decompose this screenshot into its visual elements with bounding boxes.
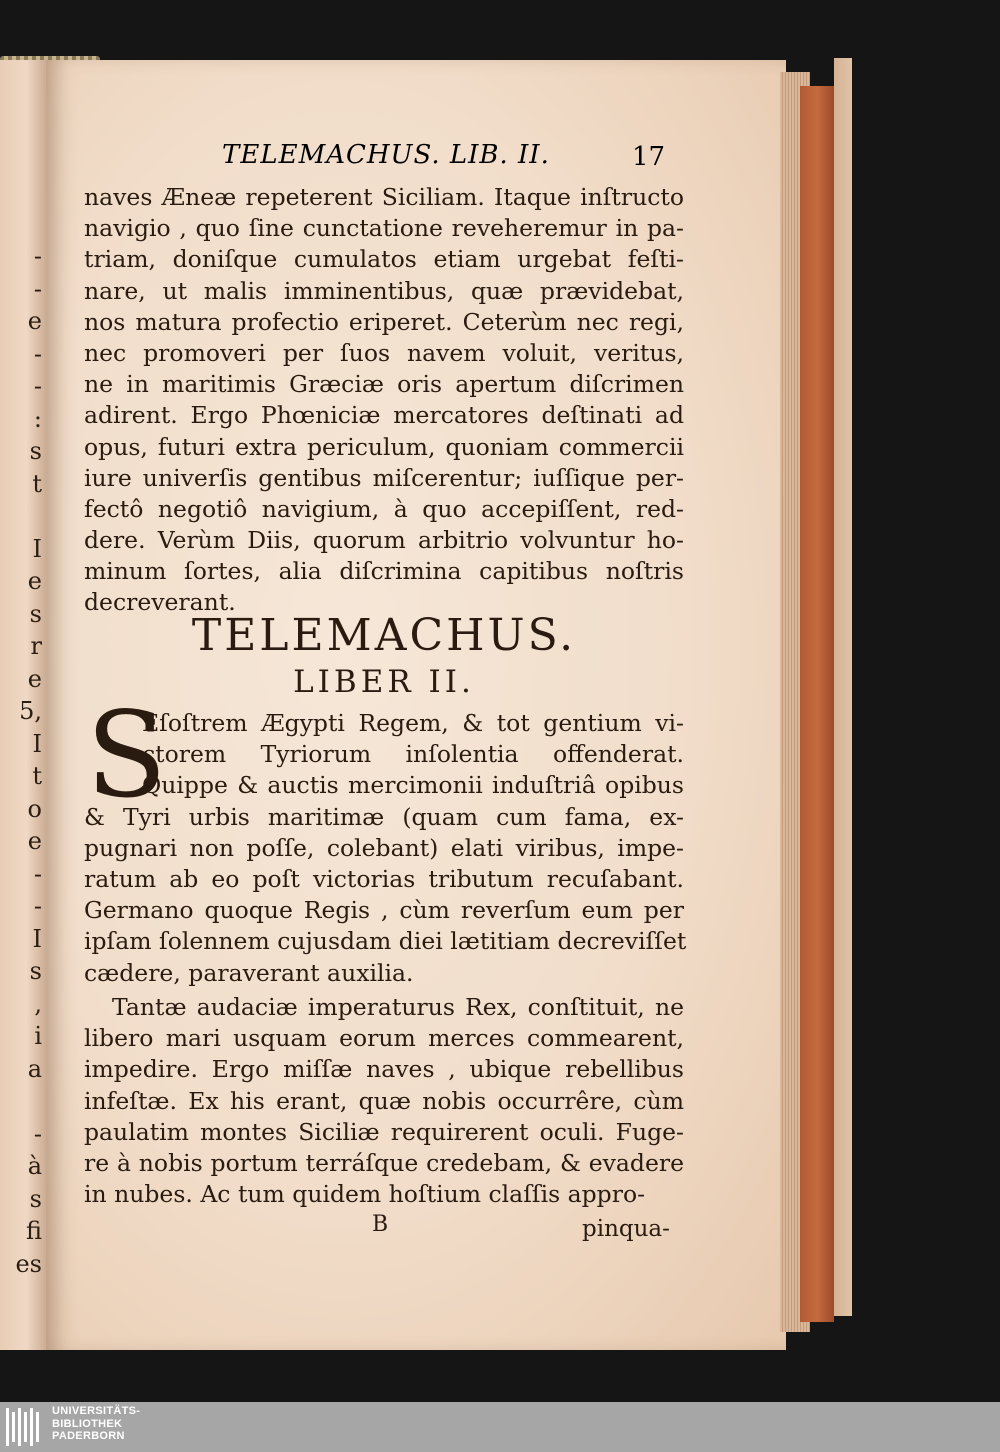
book-title-heading: TELEMACHUS.: [191, 610, 577, 661]
book-number-heading: LIBER II.: [293, 664, 475, 700]
left-page-fragment: e: [27, 307, 42, 335]
paragraph-continuation: [84, 182, 684, 619]
text-line: Germano quoque Regis , cùm reverſum eum per: [84, 896, 684, 925]
left-page-fragment: I: [32, 924, 42, 953]
signature-mark: B: [372, 1212, 389, 1237]
left-page-fragment: a: [27, 1054, 42, 1083]
left-page-fragment: e: [27, 664, 42, 693]
left-page-fragment: i: [34, 1022, 42, 1050]
text-line: cædere, paraverant auxilia.: [84, 958, 414, 987]
text-line: iure univerſis gentibus miſcerentur; iuſſique per-: [84, 463, 684, 492]
text-line: decreverant.: [84, 588, 236, 617]
text-line: nare, ut malis imminentibus, quæ prævidebat,: [84, 276, 684, 305]
text-line: minum ſortes, alia diſcrimina capitibus noſtris: [84, 557, 684, 586]
text-line: nos matura profectio eriperet. Ceterùm nec regi,: [84, 307, 684, 336]
left-page-fragment: o: [27, 794, 42, 823]
text-line: impedire. Ergo miſſæ naves , ubique rebellibus: [84, 1055, 684, 1084]
text-line: ctorem Tyriorum inſolentia offenderat.: [142, 740, 684, 769]
text-line: ne in maritimis Græciæ oris apertum diſcrimen: [84, 370, 684, 399]
text-line: Quippe & auctis mercimonii induſtriâ opibus: [142, 771, 684, 800]
left-page-fragment: I: [32, 729, 42, 758]
left-page-fragment: e: [27, 827, 42, 855]
left-page-fragment: t: [32, 762, 42, 790]
text-line: Eſoſtrem Ægypti Regem, & tot gentium vi-: [142, 709, 684, 737]
text-line: naves Æneæ repeterent Siciliam. Itaque inſtructo: [84, 183, 684, 211]
text-line: dere. Verùm Diis, quorum arbitrio volvuntur ho-: [84, 526, 684, 555]
library-footer: [0, 1402, 1000, 1452]
left-page-fragment: s: [29, 437, 42, 465]
running-head-title: TELEMACHUS. LIB. II.: [222, 140, 550, 170]
left-page-fragment: es: [15, 1249, 42, 1278]
left-page-fragment: :: [33, 404, 42, 433]
paragraph-second: [84, 992, 684, 1210]
running-head: [84, 140, 684, 176]
paragraph-opening: [84, 708, 687, 989]
gilt-fore-edge: [800, 86, 834, 1322]
library-name-line: PADERBORN: [52, 1430, 125, 1442]
left-page-fragment: e: [27, 567, 42, 595]
text-line: infeſtæ. Ex his erant, quæ nobis occurrêre, cùm: [84, 1086, 684, 1115]
page-number: 17: [632, 142, 666, 172]
text-line: & Tyri urbis maritimæ (quam cum fama, ex-: [84, 802, 684, 831]
left-page-text-fragments: [2, 240, 42, 1300]
text-line: ratum ab eo poſt victorias tributum recuſabant.: [84, 864, 684, 893]
text-line: ipſam ſolennem cujusdam diei lætitiam decreviſſet: [84, 927, 687, 956]
left-page-fragment: s: [29, 599, 42, 628]
library-logo-icon: [6, 1408, 42, 1446]
left-page-fragment: -: [33, 1119, 42, 1148]
text-line: libero mari usquam eorum merces commearent,: [84, 1024, 684, 1053]
left-page-fragment: ,: [34, 989, 42, 1018]
left-page-fragment: t: [32, 469, 42, 498]
library-name-line: BIBLIOTHEK: [52, 1417, 123, 1430]
text-line: paulatim montes Siciliæ requirerent oculi. Fuge-: [84, 1117, 684, 1146]
book-cover-edge: [834, 58, 852, 1316]
left-page-fragment: [2, 1085, 42, 1118]
text-line: navigio , quo ſine cunctatione reveheremur in pa-: [84, 214, 684, 243]
left-page-fragment: s: [29, 1184, 42, 1213]
left-page-fragment: I: [32, 534, 42, 563]
left-page-fragment: 5,: [19, 697, 42, 725]
text-line: triam, doniſque cumulatos etiam urgebat feſti-: [84, 245, 684, 274]
left-page-fragment: [2, 500, 42, 533]
left-page-fragment: à: [27, 1152, 42, 1180]
left-page-fragment: s: [29, 957, 42, 985]
text-line: fectô negotiô navigium, à quo accepiſſent, red-: [84, 494, 684, 523]
left-page-fragment: -: [33, 892, 42, 920]
text-line: adirent. Ergo Phœniciæ mercatores deſtinati ad: [84, 401, 684, 430]
library-name-line: UNIVERSITÄTS-: [52, 1405, 141, 1417]
drop-cap: S: [86, 686, 167, 824]
left-page-fragment: -: [33, 859, 42, 888]
left-page-fragment: fi: [25, 1217, 42, 1245]
left-page-fragment: -: [33, 274, 42, 303]
text-line: in nubes. Ac tum quidem hoſtium claſſis appro-: [84, 1180, 646, 1209]
library-name: [52, 1405, 140, 1443]
left-page-fragment: -: [33, 372, 42, 400]
text-line: pugnari non poſſe, colebant) elati viribus, impe-: [84, 833, 684, 862]
text-line: Tantæ audaciæ imperaturus Rex, conſtituit, ne: [112, 993, 684, 1021]
left-page-fragment: -: [33, 242, 42, 270]
text-line: opus, futuri extra periculum, quoniam commercii: [84, 432, 684, 461]
catchword: pinqua-: [582, 1216, 670, 1242]
text-line: re à nobis portum terráſque credebam, & evadere: [84, 1148, 684, 1177]
left-page: [0, 60, 48, 1350]
left-page-fragment: r: [30, 632, 42, 660]
left-page-fragment: -: [33, 339, 42, 368]
text-line: nec promoveri per ſuos navem voluit, veritus,: [84, 338, 684, 367]
